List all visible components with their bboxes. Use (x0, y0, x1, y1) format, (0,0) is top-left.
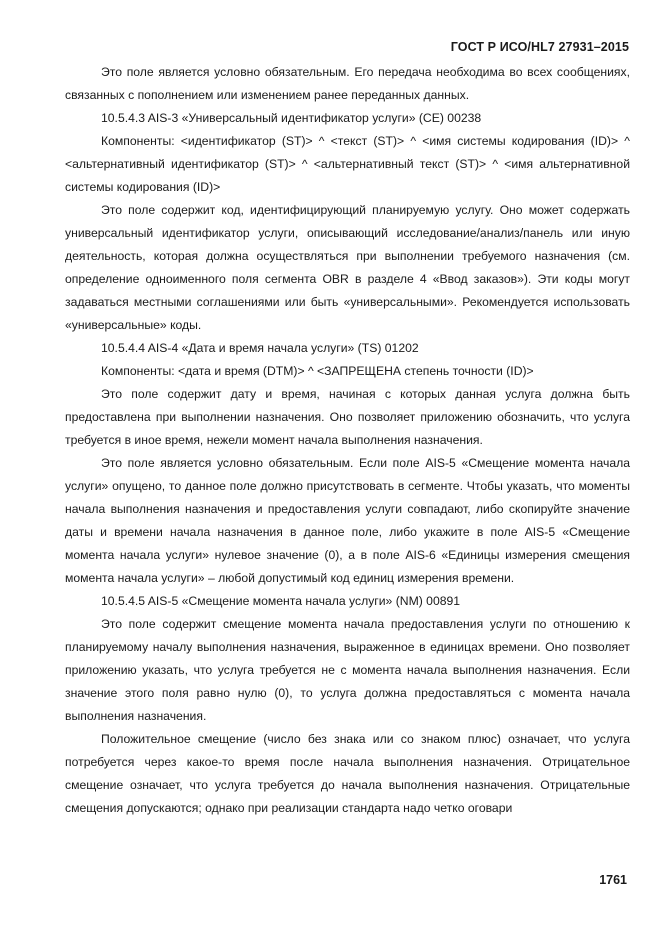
section-heading-ais-5: 10.5.4.5 AIS-5 «Смещение момента начала услуги» (NM) 00891 (101, 594, 461, 608)
paragraph-ais-5-offset: Положительное смещение (число без знака или со знаком плюс) означает, что услуга потребуется через какое-то время после начала выполнения назначения. Отрицательное смещение означает, что услуга требуется до начала выполнения назначения. Отрицательные смещения допускаются; однако при реализации стандарта надо четко оговари (65, 732, 630, 815)
standard-header: ГОСТ Р ИСО/HL7 27931–2015 (450, 40, 629, 54)
paragraph-ais-4-components: Компоненты: <дата и время (DTM)> ^ <ЗАПРЕЩЕНА степень точности (ID)> (101, 364, 534, 378)
paragraph-ais-4-description: Это поле содержит дату и время, начиная с которых данная услуга должна быть предоставлена при выполнении назначения. Оно позволяет приложению обозначить, что услуга требуется в иное время, нежели момент начала выполнения назначения. (65, 387, 630, 447)
paragraph-ais-5-description: Это поле содержит смещение момента начала предоставления услуги по отношению к планируемому началу выполнения назначения, выраженное в единицах времени. Оно позволяет приложению указать, что услуга требуется не с момента начала выполнения назначения. Если значение этого поля равно нулю (0), то услуга должна предоставляться с момента начала выполнения назначения. (65, 617, 630, 723)
paragraph-ais-3-components: Компоненты: <идентификатор (ST)> ^ <текст (ST)> ^ <имя системы кодирования (ID)> ^ <альтернативный идентификатор (ST)> ^ <альтернативный текст (ST)> ^ <имя альтернативной системы кодирования (ID)> (65, 134, 630, 194)
section-heading-ais-3: 10.5.4.3 AIS-3 «Универсальный идентификатор услуги» (CE) 00238 (101, 111, 482, 125)
section-heading-ais-4: 10.5.4.4 AIS-4 «Дата и время начала услуги» (TS) 01202 (101, 341, 419, 355)
paragraph-ais-4-conditional: Это поле является условно обязательным. Если поле AIS-5 «Смещение момента начала услуги» опущено, то данное поле должно присутствовать в сегменте. Чтобы указать, что моменты начала выполнения назначения и предоставления услуги совпадают, либо скопируйте значение даты и времени начала назначения в данное поле, либо укажите в поле AIS-5 «Смещение момента начала услуги» нулевое значение (0), а в поле AIS-6 «Единицы измерения смещения момента начала услуги» – любой допустимый код единиц измерения времени. (65, 456, 630, 585)
paragraph-ais-3-description: Это поле содержит код, идентифицирующий планируемую услугу. Оно может содержать универсальный идентификатор услуги, описывающий исследование/анализ/панель или иную деятельность, которая должна осуществляться при выполнении требуемого назначения (см. определение одноименного поля сегмента OBR в разделе 4 «Ввод заказов»). Эти коды могут задаваться местными соглашениями или быть «универсальными». Рекомендуется использовать «универсальные» коды. (65, 203, 630, 332)
paragraph-conditional-required: Это поле является условно обязательным. Его передача необходима во всех сообщениях, связанных с пополнением или изменением ранее переданных данных. (65, 65, 630, 102)
document-body (65, 61, 630, 820)
page-number: 1761 (599, 873, 627, 887)
